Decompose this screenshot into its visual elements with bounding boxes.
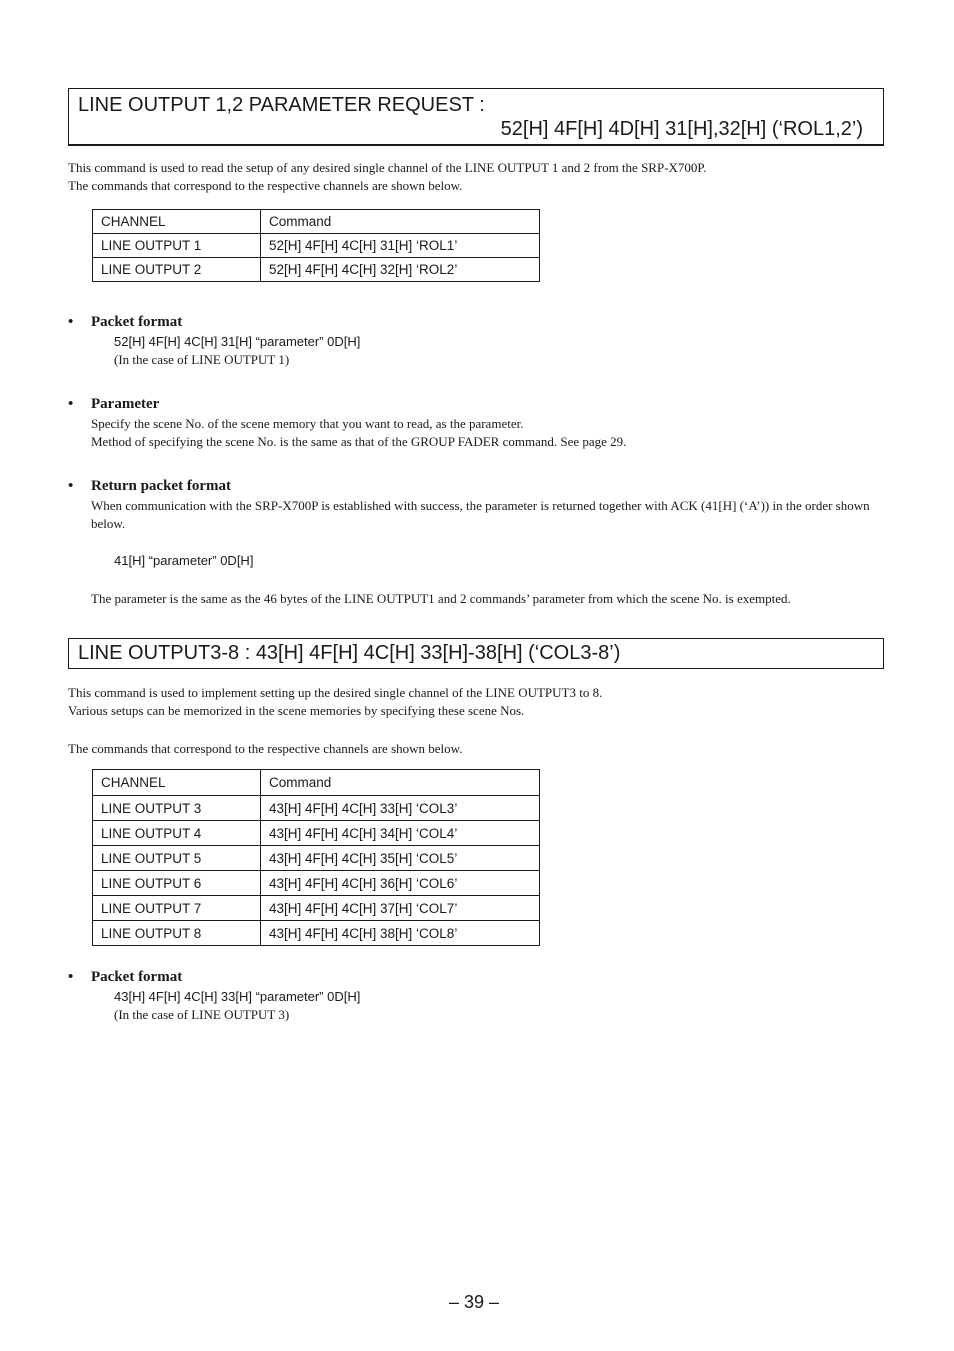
table-cell-command: 43[H] 4F[H] 4C[H] 35[H] ‘COL5’ xyxy=(261,846,540,871)
table-cell-command: 52[H] 4F[H] 4C[H] 31[H] ‘ROL1’ xyxy=(261,234,540,258)
section-title: LINE OUTPUT3-8 : 43[H] 4F[H] 4C[H] 33[H]-38[H] (‘COL3-8’) xyxy=(78,642,621,664)
return-packet-note: The parameter is the same as the 46 bytes of the LINE OUTPUT1 and 2 commands’ parameter from which the scene No. is exempted. xyxy=(91,591,791,606)
table-cell-channel: LINE OUTPUT 5 xyxy=(93,846,261,871)
table-cell-command: 43[H] 4F[H] 4C[H] 36[H] ‘COL6’ xyxy=(261,871,540,896)
table-cell-channel: LINE OUTPUT 1 xyxy=(93,234,261,258)
channel-command-table-2 xyxy=(92,769,540,946)
table-cell-command: 43[H] 4F[H] 4C[H] 38[H] ‘COL8’ xyxy=(261,921,540,946)
bullet-icon: • xyxy=(68,478,74,494)
intro-line: This command is used to read the setup of any desired single channel of the LINE OUTPUT 1 and 2 from the SRP-X700P. xyxy=(68,160,707,175)
page-number: – 39 – xyxy=(449,1292,500,1312)
table-cell-command: 43[H] 4F[H] 4C[H] 34[H] ‘COL4’ xyxy=(261,821,540,846)
section2-intro xyxy=(68,684,602,720)
return-packet-code: 41[H] “parameter” 0D[H] xyxy=(114,553,254,568)
section-title-line1: LINE OUTPUT 1,2 PARAMETER REQUEST : xyxy=(78,94,485,116)
packet-format-heading xyxy=(68,314,182,331)
section-title-line2: 52[H] 4F[H] 4D[H] 31[H],32[H] (‘ROL1,2’) xyxy=(500,118,863,140)
packet-format-note: (In the case of LINE OUTPUT 1) xyxy=(114,352,290,367)
table-row xyxy=(93,796,540,821)
heading-text: Return packet format xyxy=(91,478,231,494)
table-header-cell: CHANNEL xyxy=(93,210,261,234)
bullet-icon: • xyxy=(68,396,74,412)
table-row xyxy=(93,234,540,258)
table-header-cell: Command xyxy=(261,210,540,234)
bullet-icon: • xyxy=(68,314,74,330)
table-cell-channel: LINE OUTPUT 2 xyxy=(93,258,261,282)
table-header-cell: CHANNEL xyxy=(93,770,261,796)
table-cell-channel: LINE OUTPUT 8 xyxy=(93,921,261,946)
section2-intro-commands: The commands that correspond to the respective channels are shown below. xyxy=(68,741,463,756)
return-packet-heading xyxy=(68,478,231,495)
table-cell-channel: LINE OUTPUT 6 xyxy=(93,871,261,896)
packet-format-code: 52[H] 4F[H] 4C[H] 31[H] “parameter” 0D[H] xyxy=(114,334,361,349)
section-heading-line-output-1-2 xyxy=(68,88,884,146)
heading-text: Packet format xyxy=(91,314,183,330)
heading-text: Parameter xyxy=(91,396,160,412)
parameter-description xyxy=(91,415,626,451)
parameter-heading xyxy=(68,396,159,413)
channel-command-table-1 xyxy=(92,209,540,282)
table-cell-channel: LINE OUTPUT 7 xyxy=(93,896,261,921)
body-line: Specify the scene No. of the scene memory that you want to read, as the parameter. xyxy=(91,416,524,431)
bullet-icon: • xyxy=(68,969,74,985)
table-row xyxy=(93,921,540,946)
packet-format-code: 43[H] 4F[H] 4C[H] 33[H] “parameter” 0D[H] xyxy=(114,989,361,1004)
table-cell-channel: LINE OUTPUT 3 xyxy=(93,796,261,821)
return-packet-description: When communication with the SRP-X700P is established with success, the parameter is returned together with ACK (41[H] (‘A’)) in the order shown below. xyxy=(91,498,870,531)
table-row xyxy=(93,846,540,871)
table-header-row xyxy=(93,770,540,796)
packet-format-note: (In the case of LINE OUTPUT 3) xyxy=(114,1007,290,1022)
intro-line: This command is used to implement setting up the desired single channel of the LINE OUTPUT3 to 8. xyxy=(68,685,603,700)
table-row xyxy=(93,258,540,282)
table-row xyxy=(93,821,540,846)
body-line: Method of specifying the scene No. is the same as that of the GROUP FADER command. See page 29. xyxy=(91,434,627,449)
table-cell-channel: LINE OUTPUT 4 xyxy=(93,821,261,846)
heading-text: Packet format xyxy=(91,969,183,985)
table-cell-command: 52[H] 4F[H] 4C[H] 32[H] ‘ROL2’ xyxy=(261,258,540,282)
table-header-cell: Command xyxy=(261,770,540,796)
section-heading-line-output-3-8 xyxy=(68,638,884,669)
intro-line: The commands that correspond to the respective channels are shown below. xyxy=(68,178,463,193)
table-row xyxy=(93,871,540,896)
intro-line: Various setups can be memorized in the scene memories by specifying these scene Nos. xyxy=(68,703,525,718)
section1-intro xyxy=(68,159,706,195)
table-cell-command: 43[H] 4F[H] 4C[H] 33[H] ‘COL3’ xyxy=(261,796,540,821)
table-cell-command: 43[H] 4F[H] 4C[H] 37[H] ‘COL7’ xyxy=(261,896,540,921)
table-row xyxy=(93,896,540,921)
table-header-row xyxy=(93,210,540,234)
packet-format-heading xyxy=(68,969,182,986)
